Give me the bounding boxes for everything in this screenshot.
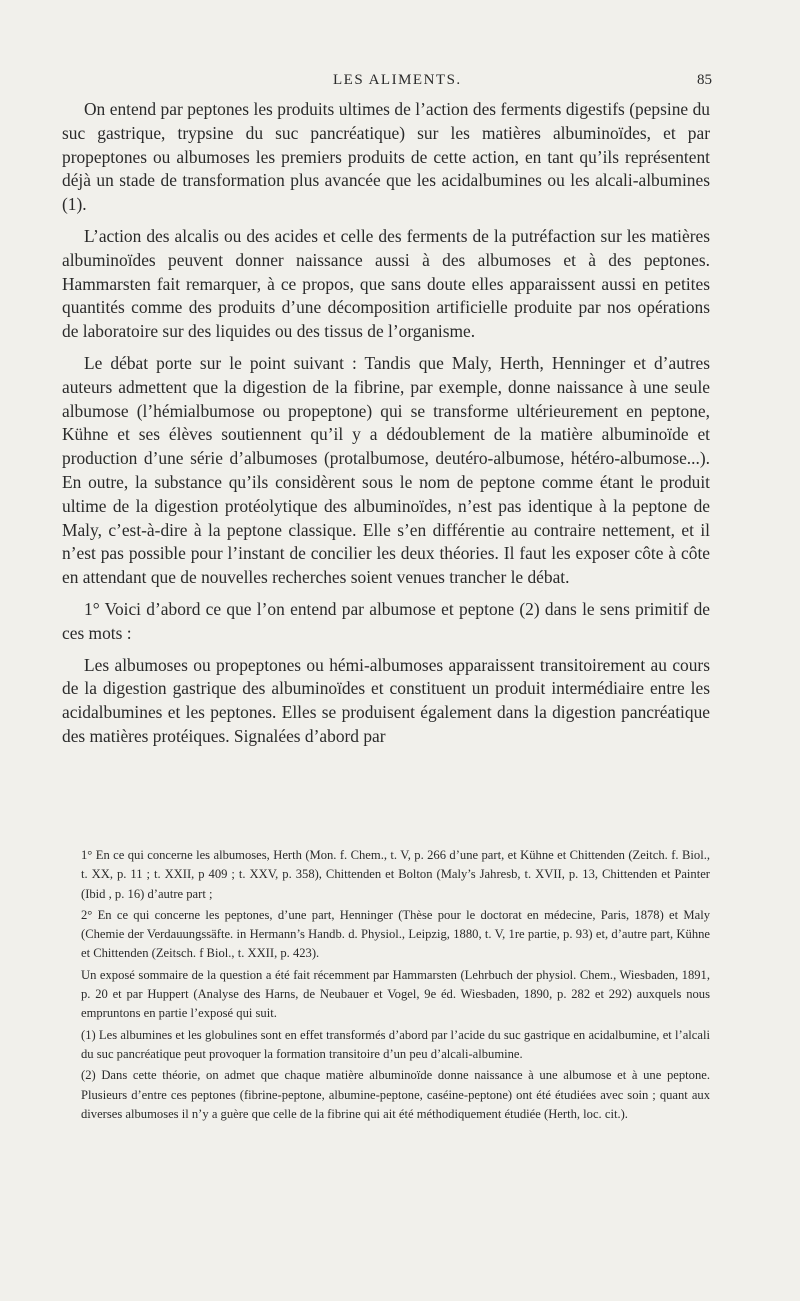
- paragraph-albumoses: Les albumoses ou propeptones ou hémi-albumoses apparaissent transitoirement au cours de la digestion gastrique des albuminoïdes et constituent un produit intermédiaire entre les acidalbumines et les peptones. Elles se produisent également dans la digestion pancréatique des matières protéiques. Signalées d’abord par: [62, 654, 710, 746]
- paragraph-primitive-sense: 1° Voici d’abord ce que l’on entend par albumose et peptone (2) dans le sens primitif de ces mots :: [62, 598, 710, 643]
- footnote-peptones-refs: 2° En ce qui concerne les peptones, d’une part, Henninger (Thèse pour le doctorat en médecine, Paris, 1878) et Maly (Chemie der Verdauungssäfte. in Hermann’s Handb. d. Physiol., Leipzig, 1880, t. V, 1re partie, p. 93) et, d’autre part, Kühne et Chittenden (Zeitsch. f Biol., t. XXII, p. 423).: [81, 907, 710, 961]
- footnote-albumoses-refs: 1° En ce qui concerne les albumoses, Herth (Mon. f. Chem., t. V, p. 266 d’une part, et Kühne et Chittenden (Zeitch. f. Biol., t. XX, p. 11 ; t. XXII, p 409 ; t. XXV, p. 358), Chittenden et Bolton (Maly’s Jahresb, t. XVII, p. 13, Chittenden et Painter (Ibid , p. 16) d’autre part ;: [81, 848, 710, 901]
- footnotes: [81, 846, 710, 1124]
- footnote-summary: Un exposé sommaire de la question a été fait récemment par Hammarsten (Lehrbuch der physiol. Chem., Wiesbaden, 1891, p. 20 et par Huppert (Analyse des Harns, de Neubauer et Vogel, 9e éd. Wiesbaden, 1890, p. 282 et 292) auxquels nous empruntons en partie l’exposé qui suit.: [81, 967, 710, 1021]
- paragraph-debate: Le débat porte sur le point suivant : Tandis que Maly, Herth, Henninger et d’autres auteurs admettent que la digestion de la fibrine, par exemple, donne naissance à une seule albumose (l’hémialbumose ou propeptone) qui se transforme ultérieurement en peptone, Kühne et ses élèves soutiennent qu’il y a dédoublement de la matière albuminoïde et production d’une série d’albumoses (protalbumose, deutéro-albumose, hétéro-albumose...). En outre, la substance qu’ils considèrent sous le nom de peptone comme étant le produit ultime de la digestion protéolytique des albuminoïdes, n’est pas identique à la peptone de Maly, c’est-à-dire à la peptone classique. Elle s’en différentie au contraire nettement, et il n’est pas possible pour l’instant de concilier les deux théories. Il faut les exposer côte à côte en attendant que de nouvelles recherches soient venues trancher le débat.: [62, 352, 710, 588]
- paragraph-alkali-action: L’action des alcalis ou des acides et celle des ferments de la putréfaction sur les matières albuminoïdes peuvent donner naissance aussi à des albumoses et à des peptones. Hammarsten fait remarquer, à ce propos, que sans doute elles apparaissent aussi en petites quantités comme des produits d’une décomposition artificielle produite par nos opérations de laboratoire sur des liquides ou des tissus de l’organisme.: [62, 225, 710, 342]
- paragraph-peptones-definition: On entend par peptones les produits ultimes de l’action des ferments digestifs (pepsine du suc gastrique, trypsine du suc pancréatique) sur les matières albuminoïdes, et par propeptones ou albumoses les premiers produits de cette action, en tant qu’ils représentent déjà un stade de transformation plus avancée que les acidalbumines ou les alcali-albumines (1).: [62, 99, 710, 215]
- running-title: LES ALIMENTS.: [333, 72, 462, 88]
- footnote-2: (2) Dans cette théorie, on admet que chaque matière albuminoïde donne naissance à une albumose et à une peptone. Plusieurs d’entre ces peptones (fibrine-peptone, albumine-peptone, caséine-peptone) ont été étudiées avec soin ; quant aux diverses albumoses il n’y a guère que celle de la fibrine qui ait été méthodiquement étudiée (Herth, loc. cit.).: [81, 1068, 710, 1121]
- page-header: [0, 72, 800, 96]
- main-text: [62, 98, 710, 749]
- footnote-1: (1) Les albumines et les globulines sont en effet transformés d’abord par l’acide du suc gastrique en acidalbumine, et l’alcali du suc pancréatique peut provoquer la formation transitoire d’un peu d’alcali-albumine.: [81, 1027, 710, 1061]
- page-number: 85: [697, 72, 712, 88]
